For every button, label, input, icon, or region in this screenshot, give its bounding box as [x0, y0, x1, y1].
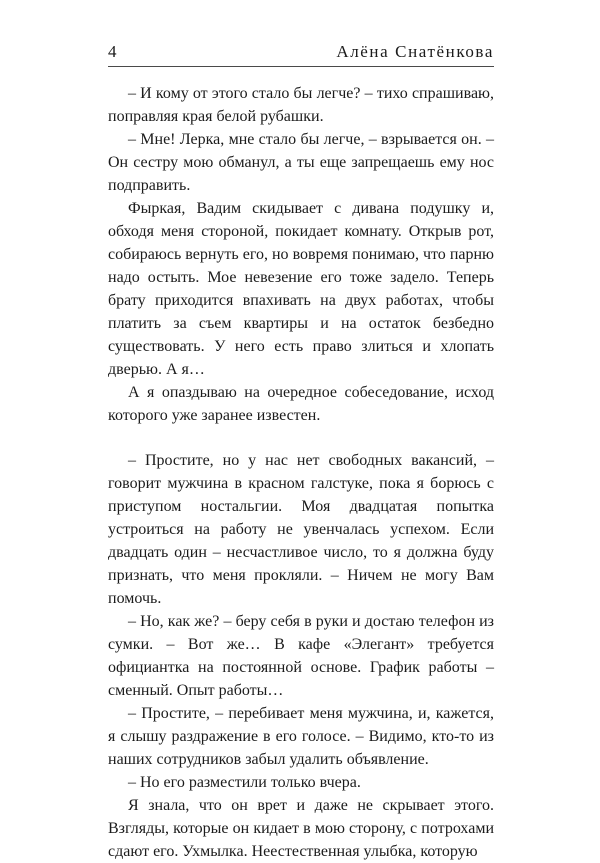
page-number: 4 [108, 42, 117, 61]
header-rule [108, 66, 494, 67]
paragraph: – Но, как же? – беру себя в руки и достаю телефон из сумки. – Вот же… В кафе «Элегант» требуется официантка на постоянной основе. График работы – сменный. Опыт работы… [108, 613, 494, 699]
paragraph: – Но его разместили только вчера. [128, 774, 361, 791]
paragraph: – Мне! Лерка, мне стало бы легче, – взрывается он. – Он сестру мою обманул, а ты еще запрещаешь ему нос подправить. [108, 131, 494, 194]
page-header [108, 36, 494, 66]
running-title: Алёна Снатёнкова [336, 42, 494, 61]
paragraph: Фыркая, Вадим скидывает с дивана подушку и, обходя меня стороной, покидает комнату. Открыв рот, собираюсь вернуть его, но вовремя понимаю, что парню надо остыть. Мое невезение его тоже задело. Теперь брату приходится впахивать на двух работах, чтобы платить за съем квартиры и на остаток безбедно существовать. У него есть право злиться и хлопать дверью. А я… [108, 200, 494, 378]
paragraph: – Простите, – перебивает меня мужчина, и, кажется, я слышу раздражение в его голосе. – Видимо, кто-то из наших сотрудников забыл удалить объявление. [108, 705, 494, 768]
paragraph: – Простите, но у нас нет свободных вакансий, – говорит мужчина в красном галстуке, пока я борюсь с приступом ностальгии. Моя двадцатая попытка устроиться на работу не увенчалась успехом. Если двадцать один – несчастливое число, то я должна буду признать, что меня прокляли. – Ничем не могу Вам помочь. [108, 452, 494, 607]
body-text [108, 82, 494, 863]
section-break [108, 427, 494, 449]
paragraph: Я знала, что он врет и даже не скрывает этого. Взгляды, которые он кидает в мою сторону, с потрохами сдают его. Ухмылка. Неестественная улыбка, которую [108, 797, 494, 860]
paragraph: – И кому от этого стало бы легче? – тихо спрашиваю, поправляя края белой рубашки. [108, 85, 494, 125]
paragraph: А я опаздываю на очередное собеседование, исход которого уже заранее известен. [108, 384, 494, 424]
